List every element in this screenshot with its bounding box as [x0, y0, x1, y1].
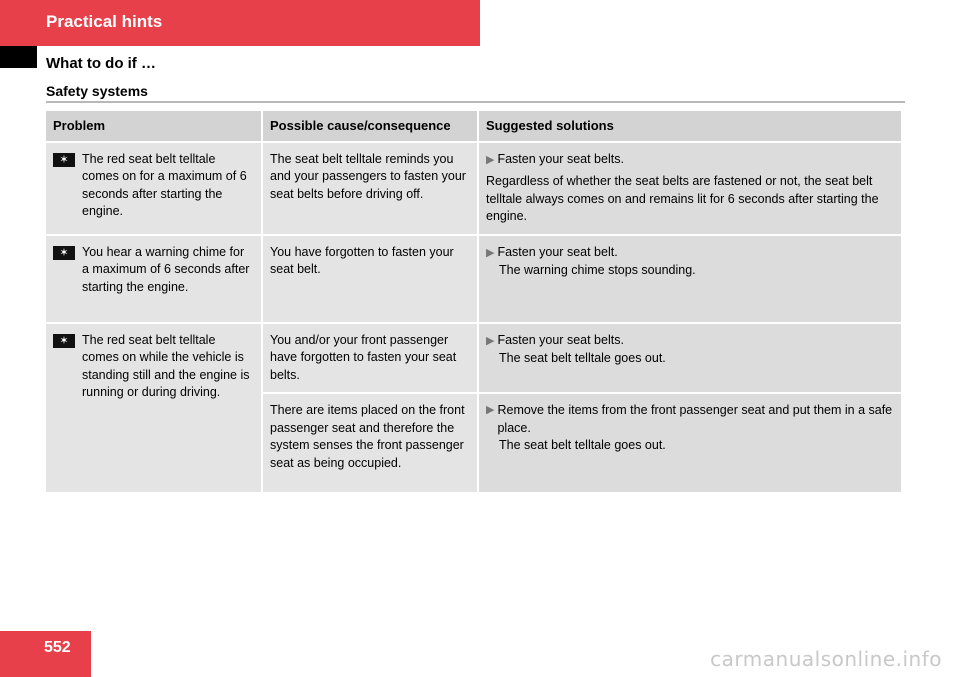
- solution-step: [486, 332, 894, 351]
- solution-cell: [479, 324, 901, 393]
- section-title: Safety systems: [46, 83, 148, 99]
- solution-cell: [479, 394, 901, 492]
- step-arrow-icon: ▶: [486, 334, 495, 347]
- problem-cell: [46, 236, 261, 322]
- table-row: [46, 324, 901, 393]
- solution-cell: [479, 143, 901, 234]
- table-header-row: [46, 111, 901, 141]
- solution-text: Fasten your seat belts.: [497, 332, 624, 347]
- hints-table: [44, 109, 903, 494]
- page-number: 552: [44, 639, 71, 656]
- problem-cell: [46, 143, 261, 234]
- step-arrow-icon: ▶: [486, 153, 495, 166]
- solution-text: Fasten your seat belt.: [497, 244, 618, 259]
- section-divider: [46, 101, 905, 103]
- solution-text: Fasten your seat belts.: [497, 151, 624, 166]
- subtitle: What to do if …: [46, 55, 156, 72]
- table-row: [46, 236, 901, 322]
- problem-text: You hear a warning chime for a maximum of 6 seconds after starting the engine.: [82, 244, 250, 294]
- cause-cell: The seat belt telltale reminds you and your passengers to fasten your seat belts before driving off.: [263, 143, 477, 234]
- problem-text: The red seat belt telltale comes on for a maximum of 6 seconds after starting the engine.: [82, 151, 247, 218]
- solution-note: The seat belt telltale goes out.: [499, 351, 666, 365]
- header-solution: Suggested solutions: [479, 111, 901, 141]
- watermark: carmanualsonline.info: [710, 647, 942, 671]
- section-tab-marker: [0, 46, 37, 68]
- seat-belt-telltale-icon: ✶: [53, 246, 75, 260]
- solution-step: [486, 244, 894, 263]
- seat-belt-telltale-icon: ✶: [53, 334, 75, 348]
- solution-cell: [479, 236, 901, 322]
- step-arrow-icon: ▶: [486, 246, 495, 259]
- table-row: [46, 143, 901, 234]
- header-problem: Problem: [46, 111, 261, 141]
- solution-step: [486, 402, 894, 437]
- problem-text: The red seat belt telltale comes on while the vehicle is standing still and the engine is running or during driving.: [82, 332, 250, 399]
- page-title: Practical hints: [46, 12, 163, 31]
- cause-cell: You have forgotten to fasten your seat belt.: [263, 236, 477, 322]
- solution-note: Regardless of whether the seat belts are fastened or not, the seat belt telltale always comes on and remains lit for 6 seconds after starting the engine.: [486, 174, 879, 223]
- cause-cell: There are items placed on the front passenger seat and therefore the system senses the front passenger seat as being occupied.: [263, 394, 477, 492]
- seat-belt-telltale-icon: ✶: [53, 153, 75, 167]
- cause-cell: You and/or your front passenger have forgotten to fasten your seat belts.: [263, 324, 477, 393]
- solution-step: [486, 151, 894, 170]
- header-cause: Possible cause/consequence: [263, 111, 477, 141]
- solution-text: Remove the items from the front passenger seat and put them in a safe place.: [497, 403, 893, 435]
- solution-note: The warning chime stops sounding.: [499, 263, 696, 277]
- problem-cell: [46, 324, 261, 493]
- step-arrow-icon: ▶: [486, 404, 495, 416]
- solution-note: The seat belt telltale goes out.: [499, 438, 666, 452]
